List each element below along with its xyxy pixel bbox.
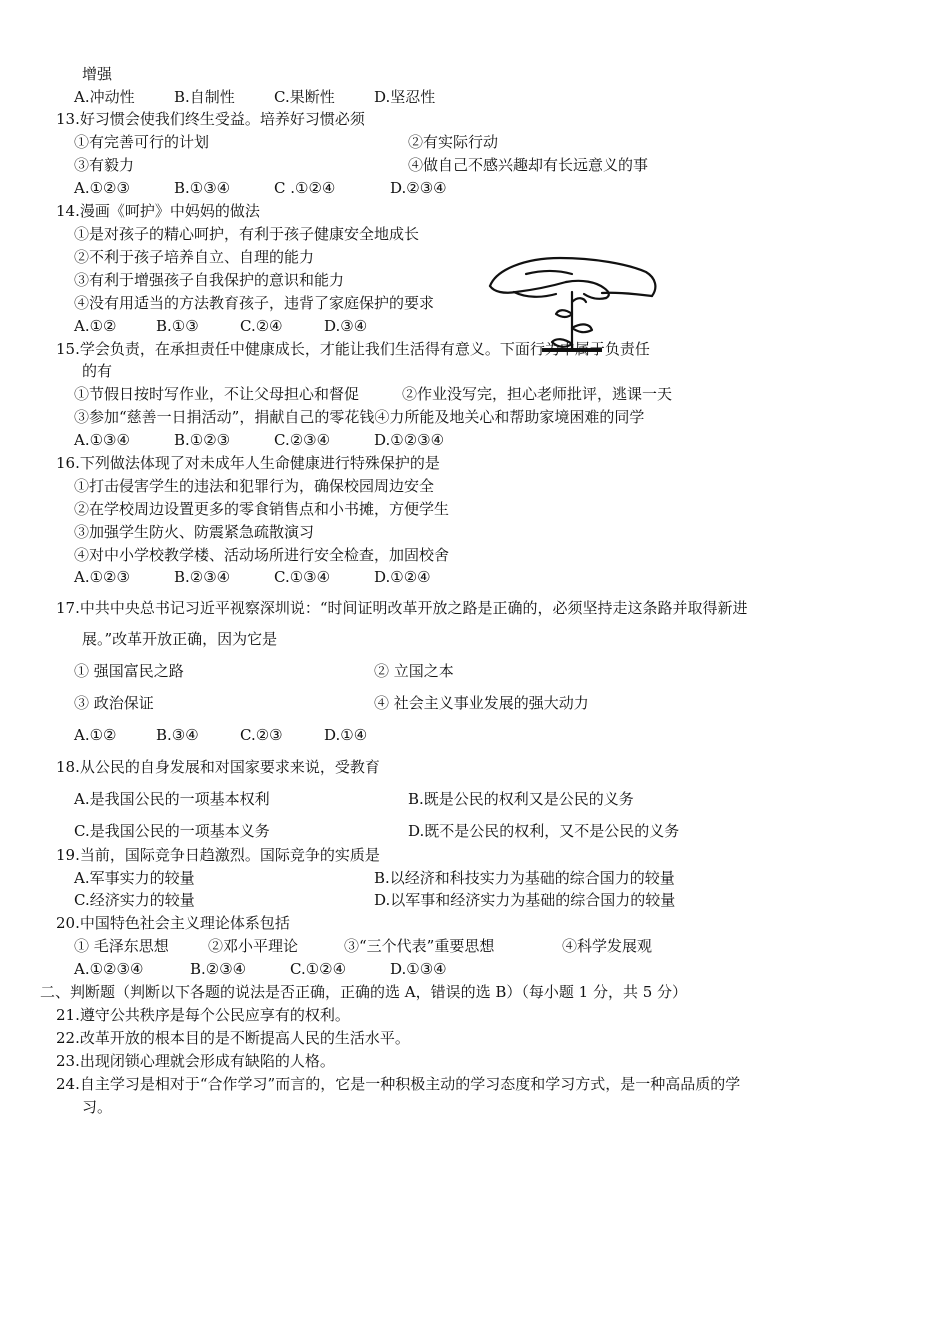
q16-option-c: C.①③④ bbox=[274, 568, 331, 586]
q15-option-a: A.①③④ bbox=[74, 431, 130, 449]
q17-option-d: D.①④ bbox=[324, 726, 368, 744]
q17-item-4: ④ 社会主义事业发展的强大动力 bbox=[374, 694, 589, 712]
q14-item-1: ①是对孩子的精心呵护，有利于孩子健康安全地成长 bbox=[74, 225, 420, 243]
q13-option-b: B.①③④ bbox=[174, 179, 231, 197]
q16-option-a: A.①②③ bbox=[74, 568, 130, 586]
q22-statement: 22.改革开放的根本目的是不断提高人民的生活水平。 bbox=[56, 1029, 410, 1047]
q12-option-a: A.冲动性 bbox=[74, 88, 135, 106]
q20-option-d: D.①③④ bbox=[390, 960, 447, 978]
q24-continuation: 习。 bbox=[82, 1098, 113, 1116]
q17-stem: 17.中共中央总书记习近平视察深圳说：“时间证明改革开放之路是正确的，必须坚持走这条路并取得新进 bbox=[56, 599, 748, 617]
q21-statement: 21.遵守公共秩序是每个公民应享有的权利。 bbox=[56, 1006, 350, 1024]
q13-item-1: ①有完善可行的计划 bbox=[74, 133, 210, 151]
q14-option-d: D.③④ bbox=[324, 317, 368, 335]
q14-item-4: ④没有用适当的方法教育孩子，违背了家庭保护的要求 bbox=[74, 294, 435, 312]
q15-item-2: ②作业没写完，担心老师批评，逃课一天 bbox=[402, 385, 673, 403]
q20-item-1: ① 毛泽东思想 bbox=[74, 937, 169, 955]
q16-item-3: ③加强学生防火、防震紧急疏散演习 bbox=[74, 523, 315, 541]
q14-stem: 14.漫画《呵护》中妈妈的做法 bbox=[56, 202, 260, 220]
q15-item-3-4: ③参加“慈善一日捐活动”，捐献自己的零花钱④力所能及地关心和帮助家境困难的同学 bbox=[74, 408, 645, 426]
q13-item-3: ③有毅力 bbox=[74, 156, 135, 174]
q18-option-c: C.是我国公民的一项基本义务 bbox=[74, 822, 270, 840]
q23-statement: 23.出现闭锁心理就会形成有缺陷的人格。 bbox=[56, 1052, 335, 1070]
q18-stem: 18.从公民的自身发展和对国家要求来说，受教育 bbox=[56, 758, 380, 776]
q17-item-3: ③ 政治保证 bbox=[74, 694, 154, 712]
q15-stem: 15.学会负责，在承担责任中健康成长，才能让我们生活得有意义。下面行为中属于负责任 bbox=[56, 340, 650, 358]
q24-statement: 24.自主学习是相对于“合作学习”而言的，它是一种积极主动的学习态度和学习方式，是一种高品质的学 bbox=[56, 1075, 741, 1093]
q13-option-d: D.②③④ bbox=[390, 179, 447, 197]
q19-option-b: B.以经济和科技实力为基础的综合国力的较量 bbox=[374, 869, 675, 887]
q20-option-b: B.②③④ bbox=[190, 960, 247, 978]
q20-item-3: ③“三个代表”重要思想 bbox=[344, 937, 495, 955]
q18-option-b: B.既是公民的权利又是公民的义务 bbox=[408, 790, 634, 808]
q14-item-3: ③有利于增强孩子自我保护的意识和能力 bbox=[74, 271, 345, 289]
q12-option-c: C.果断性 bbox=[274, 88, 335, 106]
q14-item-2: ②不利于孩子培养自立、自理的能力 bbox=[74, 248, 315, 266]
q17-item-1: ① 强国富民之路 bbox=[74, 662, 184, 680]
q17-item-2: ② 立国之本 bbox=[374, 662, 454, 680]
q16-stem: 16.下列做法体现了对未成年人生命健康进行特殊保护的是 bbox=[56, 454, 440, 472]
q14-option-b: B.①③ bbox=[156, 317, 199, 335]
section2-heading: 二、判断题（判断以下各题的说法是否正确，正确的选 A，错误的选 B）（每小题 1 分，共 5 分） bbox=[40, 983, 688, 1001]
q20-option-a: A.①②③④ bbox=[74, 960, 144, 978]
q17-option-b: B.③④ bbox=[156, 726, 199, 744]
q16-item-1: ①打击侵害学生的违法和犯罪行为，确保校园周边安全 bbox=[74, 477, 435, 495]
q13-stem: 13.好习惯会使我们终生受益。培养好习惯必须 bbox=[56, 110, 365, 128]
q18-option-d: D.既不是公民的权利，又不是公民的义务 bbox=[408, 822, 680, 840]
q13-item-2: ②有实际行动 bbox=[408, 133, 499, 151]
q16-option-d: D.①②④ bbox=[374, 568, 431, 586]
q12-option-d: D.坚忍性 bbox=[374, 88, 436, 106]
q14-option-c: C.②④ bbox=[240, 317, 283, 335]
q17-continuation: 展。”改革开放正确，因为它是 bbox=[82, 630, 278, 648]
q13-option-a: A.①②③ bbox=[74, 179, 130, 197]
q19-option-c: C.经济实力的较量 bbox=[74, 891, 195, 909]
q14-option-a: A.①② bbox=[74, 317, 117, 335]
q16-option-b: B.②③④ bbox=[174, 568, 231, 586]
q15-item-1: ①节假日按时写作业，不让父母担心和督促 bbox=[74, 385, 360, 403]
q16-item-4: ④对中小学校教学楼、活动场所进行安全检查，加固校舍 bbox=[74, 546, 450, 564]
q13-option-c: C .①②④ bbox=[274, 179, 336, 197]
q20-stem: 20.中国特色社会主义理论体系包括 bbox=[56, 914, 290, 932]
q20-option-c: C.①②④ bbox=[290, 960, 347, 978]
q15-option-d: D.①②③④ bbox=[374, 431, 445, 449]
q19-stem: 19.当前，国际竞争日趋激烈。国际竞争的实质是 bbox=[56, 846, 380, 864]
q20-item-2: ②邓小平理论 bbox=[208, 937, 299, 955]
q20-item-4: ④科学发展观 bbox=[562, 937, 653, 955]
q16-item-2: ②在学校周边设置更多的零食销售点和小书摊，方便学生 bbox=[74, 500, 450, 518]
q13-item-4: ④做自己不感兴趣却有长远意义的事 bbox=[408, 156, 649, 174]
q17-option-c: C.②③ bbox=[240, 726, 283, 744]
q12-continuation: 增强 bbox=[82, 65, 113, 83]
q15-continuation: 的有 bbox=[82, 362, 113, 380]
q15-option-c: C.②③④ bbox=[274, 431, 331, 449]
q12-option-b: B.自制性 bbox=[174, 88, 235, 106]
q18-option-a: A.是我国公民的一项基本权利 bbox=[74, 790, 270, 808]
q19-option-d: D.以军事和经济实力为基础的综合国力的较量 bbox=[374, 891, 676, 909]
q15-option-b: B.①②③ bbox=[174, 431, 231, 449]
q19-option-a: A.军事实力的较量 bbox=[74, 869, 195, 887]
q17-option-a: A.①② bbox=[74, 726, 117, 744]
